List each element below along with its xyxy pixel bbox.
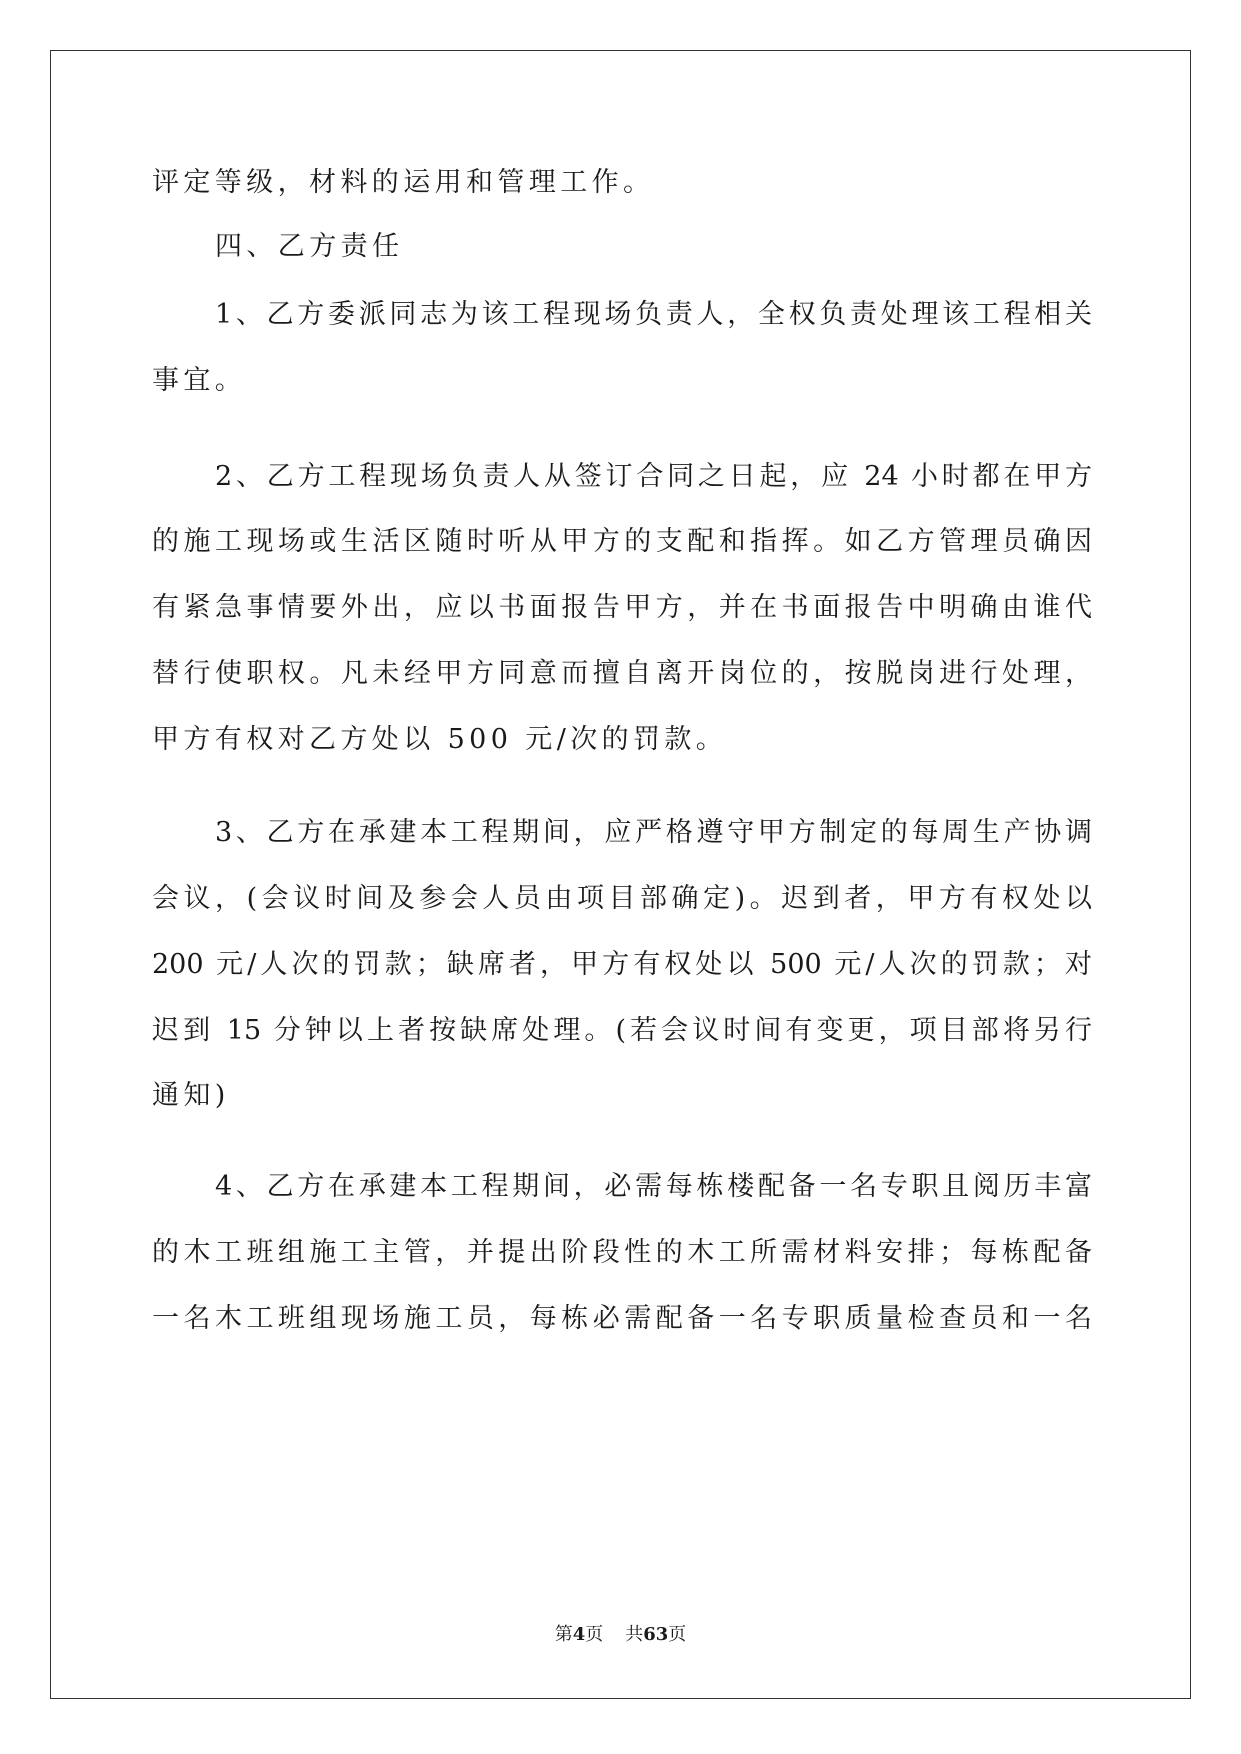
text-line: 1、乙方委派同志为该工程现场负责人，全权负责处理该工程相关 [215, 299, 1092, 330]
text-line: 通知) [152, 1080, 230, 1111]
text-line: 一名木工班组现场施工员，每栋必需配备一名专职质量检查员和一名 [152, 1303, 1092, 1334]
page-footer [0, 1623, 1241, 1647]
section-heading: 四、乙方责任 [215, 231, 404, 262]
text-line: 替行使职权。凡未经甲方同意而擅自离开岗位的，按脱岗进行处理， [152, 658, 1092, 689]
text-line: 2、乙方工程现场负责人从签订合同之日起，应 24 小时都在甲方 [215, 461, 1092, 492]
text-line: 有紧急事情要外出，应以书面报告甲方，并在书面报告中明确由谁代 [152, 592, 1092, 623]
text-line: 迟到 15 分钟以上者按缺席处理。(若会议时间有变更，项目部将另行 [152, 1015, 1092, 1046]
text-line: 事宜。 [152, 365, 247, 396]
total-label-suffix: 页 [668, 1624, 687, 1645]
text-line: 3、乙方在承建本工程期间，应严格遵守甲方制定的每周生产协调 [215, 817, 1092, 848]
page-label-suffix: 页 [585, 1624, 604, 1645]
page-number: 4 [572, 1624, 586, 1645]
total-label-prefix: 共 [625, 1624, 644, 1645]
text-line: 评定等级，材料的运用和管理工作。 [152, 167, 655, 198]
text-line: 4、乙方在承建本工程期间，必需每栋楼配备一名专职且阅历丰富 [215, 1171, 1092, 1202]
text-line: 200 元/人次的罚款；缺席者，甲方有权处以 500 元/人次的罚款；对 [152, 949, 1092, 980]
text-line: 会议，(会议时间及参会人员由项目部确定)。迟到者，甲方有权处以 [152, 883, 1092, 914]
total-pages: 63 [643, 1624, 669, 1645]
text-line: 的施工现场或生活区随时听从甲方的支配和指挥。如乙方管理员确因 [152, 526, 1092, 557]
text-line: 甲方有权对乙方处以 500 元/次的罚款。 [152, 724, 728, 755]
text-line: 的木工班组施工主管，并提出阶段性的木工所需材料安排；每栋配备 [152, 1237, 1092, 1268]
page-label-prefix: 第 [554, 1624, 573, 1645]
